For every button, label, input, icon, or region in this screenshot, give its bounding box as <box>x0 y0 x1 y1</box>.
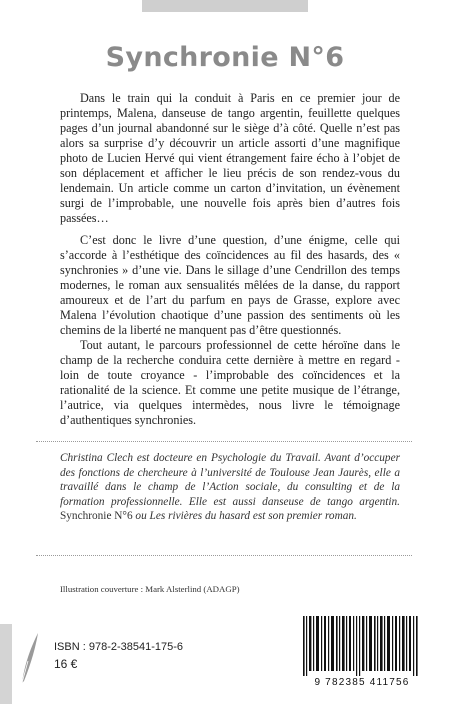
divider-bottom <box>36 555 412 556</box>
barcode-icon <box>303 616 421 676</box>
barcode-digits: 9 782385 411756 <box>314 677 410 688</box>
top-grey-bar <box>142 0 308 12</box>
book-title: Synchronie N°6 <box>105 42 345 73</box>
summary-block-1 <box>60 91 400 226</box>
bio-text-2: ou Les rivières du hasard est son premier roman. <box>132 510 357 522</box>
summary-paragraph-2: C’est donc le livre d’une question, d’une énigme, celle qui s’accorde à l’esthétique des coïncidences au fil des hasards, des « synchronies » d’une vie. Dans le sillage d’une Cendrillon des temps modernes, le roman aux sensualités mêlées de la danse, du rapport amoureux et de l’art du parfum en pays de Grasse, explore avec Malena l’évolution chaotique d’une passion des sentiments où les chemins de la liberté ne manquent pas d’être questionnés. <box>60 233 400 337</box>
summary-block-2 <box>60 233 400 428</box>
summary-paragraph-1: Dans le train qui la conduit à Paris en ce premier jour de printemps, Malena, danseuse de tango argentin, feuillette quelques pages d’un journal abandonné sur le siège d’à côté. Quelle n’est pas alors sa surprise d’y découvrir un article assorti d’une magnifique photo de Lucien Hervé qui vient étrangement faire écho à l’objet de son déplacement et afficher le lieu précis de son rendez-vous du lendemain. Un article comme un carton d’invitation, un évènement surgi de l’improbable, une nouvelle fois après bien d’autres fois passées… <box>60 91 400 225</box>
divider-top <box>36 441 412 442</box>
bio-book-title: Synchronie N°6 <box>60 510 133 522</box>
summary-paragraph-3: Tout autant, le parcours professionnel de cette héroïne dans le champ de la recherche conduira cette dernière à mettre en regard - loin de toute croyance - l’improbable des coïncidences et la rationalité de la science. Et comme une petite musique de l’étrange, l’autrice, via quelques intermèdes, nous livre le témoignage d’authentiques synchronies. <box>60 338 400 427</box>
barcode <box>297 612 427 692</box>
left-edge-stripe <box>0 624 12 704</box>
author-bio <box>60 451 400 524</box>
price-text: 16 € <box>54 657 78 671</box>
author-bio-paragraph <box>60 451 400 524</box>
feather-icon <box>18 631 40 685</box>
illustration-credit: Illustration couverture : Mark Alsterlind (ADAGP) <box>60 584 240 594</box>
bio-text-1: Christina Clech est docteure en Psychologie du Travail. Avant d’occuper des fonctions de chercheure à l’université de Toulouse Jean Jaurès, elle a travaillé dans le champ de l’Action sociale, du consulting et de la formation professionnelle. Elle est aussi danseuse de tango argentin. <box>60 452 400 508</box>
isbn-text: ISBN : 978-2-38541-175-6 <box>54 641 184 653</box>
